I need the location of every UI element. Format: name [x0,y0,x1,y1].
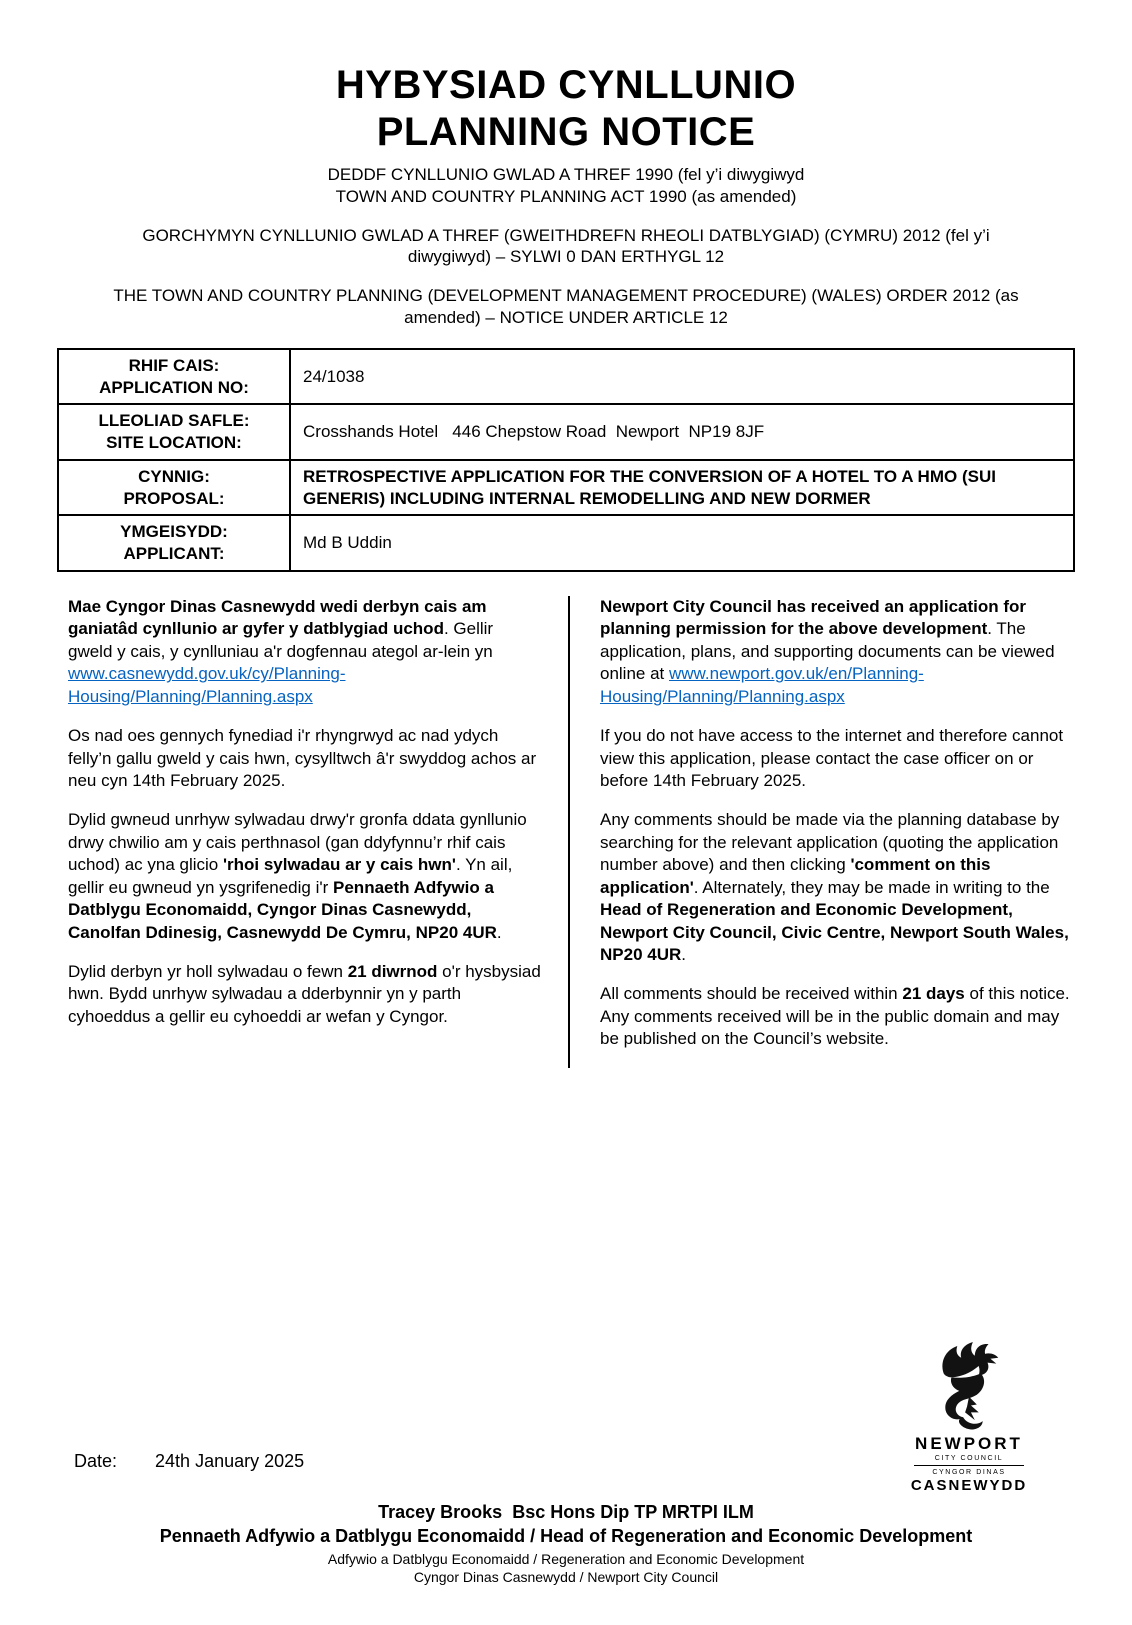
english-comments-paragraph [600,809,1074,966]
text-segment: . [496,922,502,942]
english-intro-bold: Newport City Council has received an application for planning permission for the above development [600,596,1027,639]
date-label: Date: [74,1450,118,1471]
english-21-days-bold: 21 days [902,984,965,1004]
application-no-label [58,349,290,405]
newport-council-logo [904,1340,1034,1494]
text-segment: . Yn ail, gellir eu gwneud yn ysgrifenedig i'r [68,855,513,897]
table-row-application-no [58,349,1074,405]
table-row-site-location [58,404,1074,460]
title-english: PLANNING NOTICE [376,110,756,155]
signature-block [0,1502,1132,1625]
english-planning-link[interactable]: www.newport.gov.uk/en/Planning-Housing/Planning/Planning.aspx [600,664,924,706]
welsh-comments-paragraph [68,809,542,944]
newport-dragon-icon [930,1340,1008,1432]
table-row-applicant [58,515,1074,571]
label-welsh: LLEOLIAD SAFLE: [98,411,250,431]
welsh-comment-action-bold: 'rhoi sylwadau ar y cais hwn' [222,855,456,875]
bilingual-body [68,596,1074,1068]
application-no-value: 24/1038 [290,349,1074,405]
welsh-planning-link[interactable]: www.casnewydd.gov.uk/cy/Planning-Housing/Planning/Planning.aspx [68,664,346,706]
applicant-value: Md B Uddin [290,515,1074,571]
signature-department: Adfywio a Datblygu Economaidd / Regeneration and Economic Development [327,1550,805,1567]
order-line-english: THE TOWN AND COUNTRY PLANNING (DEVELOPMENT MANAGEMENT PROCEDURE) (WALES) ORDER 2012 (as amended) – NOTICE UNDER ARTICLE 12 [113,286,1019,327]
logo-sub-city-council: CITY COUNCIL [934,1454,1004,1462]
table-row-proposal [58,460,1074,516]
welsh-column [68,596,568,1068]
act-line-english: TOWN AND COUNTRY PLANNING ACT 1990 (as amended) [335,186,797,206]
english-comment-action-bold: 'comment on this application' [600,855,991,897]
site-location-label [58,404,290,460]
english-internet-paragraph: If you do not have access to the internet and therefore cannot view this application, please contact the case officer on or before 14th February 2025. [600,726,1064,790]
label-welsh: RHIF CAIS: [128,355,220,375]
label-english: APPLICATION NO: [99,377,249,397]
logo-name-casnewydd: CASNEWYDD [910,1476,1028,1494]
date-line [74,1451,304,1472]
title-welsh: HYBYSIAD CYNLLUNIO [335,63,797,107]
text-segment: All comments should be received within [600,984,903,1004]
english-deadline-paragraph [600,983,1074,1050]
site-location-value: Crosshands Hotel 446 Chepstow Road Newport NP19 8JF [290,404,1074,460]
label-english: PROPOSAL: [123,488,225,508]
label-welsh: YMGEISYDD: [120,522,228,542]
welsh-intro-paragraph [68,596,542,708]
label-english: SITE LOCATION: [106,433,242,453]
english-address-bold: Head of Regeneration and Economic Development, Newport City Council, Civic Centre, Newport South Wales, NP20 4UR [600,900,1069,964]
order-line-welsh: GORCHYMYN CYNLLUNIO GWLAD A THREF (GWEITHDREFN RHEOLI DATBLYGIAD) (CYMRU) 2012 (fel y’i diwygiwyd) – SYLWI 0 DAN ERTHYGL 12 [142,225,990,267]
text-segment: o'r hysbysiad hwn. Bydd unrhyw sylwadau a dderbynnir yn y parth cyhoeddus a gellir eu cyhoeddi ar wefan y Cyngor. [68,962,541,1026]
text-segment: . [681,945,686,964]
date-value: 24th January 2025 [155,1450,305,1471]
label-english: APPLICANT: [123,544,225,564]
text-segment: . Alternately, they may be made in writing to the [693,877,1050,897]
english-column [570,596,1074,1068]
welsh-21-days-bold: 21 diwrnod [347,962,438,981]
proposal-label [58,460,290,516]
applicant-label [58,515,290,571]
welsh-intro-text: . Gellir gweld y cais, y cynlluniau a'r dogfennau ategol ar-lein yn [68,619,494,661]
logo-sub-cyngor-dinas: CYNGOR DINAS [932,1468,1006,1476]
english-intro-paragraph [600,596,1074,708]
text-segment: Dylid gwneud unrhyw sylwadau drwy'r gronfa ddata gynllunio drwy chwilio am y cais perthnasol (gan ddyfynnu’r rhif cais uchod) ac yna glicio [68,810,527,875]
application-details-table [57,348,1075,572]
logo-name-newport: NEWPORT [915,1433,1023,1453]
proposal-value: RETROSPECTIVE APPLICATION FOR THE CONVERSION OF A HOTEL TO A HMO (SUI GENERIS) INCLUDING INTERNAL REMODELLING AND NEW DORMER [290,460,1074,516]
text-segment: Any comments should be made via the planning database by searching for the relevant application (quoting the application number above) and then clicking [600,810,1060,875]
welsh-intro-bold: Mae Cyngor Dinas Casnewydd wedi derbyn cais am ganiatâd cynllunio ar gyfer y datblygiad uchod [68,596,487,639]
signature-council: Cyngor Dinas Casnewydd / Newport City Council [413,1568,719,1585]
label-welsh: CYNNIG: [138,466,210,486]
signature-title: Pennaeth Adfywio a Datblygu Economaidd / Head of Regeneration and Economic Development [159,1525,973,1546]
welsh-address-bold: Pennaeth Adfywio a Datblygu Economaidd, Cyngor Dinas Casnewydd, Canolfan Ddinesig, Casnewydd De Cymru, NP20 4UR [68,877,497,942]
text-segment: of this notice. Any comments received will be in the public domain and may be published on the Council’s website. [600,984,1070,1049]
footer-row [0,1348,1132,1498]
act-line-welsh: DEDDF CYNLLUNIO GWLAD A THREF 1990 (fel y’i diwygiwyd [327,165,805,185]
signature-name: Tracey Brooks Bsc Hons Dip TP MRTPI ILM [378,1501,754,1522]
welsh-internet-paragraph: Os nad oes gennych fynediad i'r rhyngrwyd ac nad ydych felly’n gallu gweld y cais hwn, cysylltwch â'r swyddog achos ar neu cyn 14th February 2025. [68,726,537,790]
english-intro-text: . The application, plans, and supporting documents can be viewed online at [600,619,1055,684]
logo-divider-rule [914,1465,1024,1466]
text-segment: Dylid derbyn yr holl sylwadau o fewn [68,962,348,981]
welsh-deadline-paragraph [68,961,542,1028]
